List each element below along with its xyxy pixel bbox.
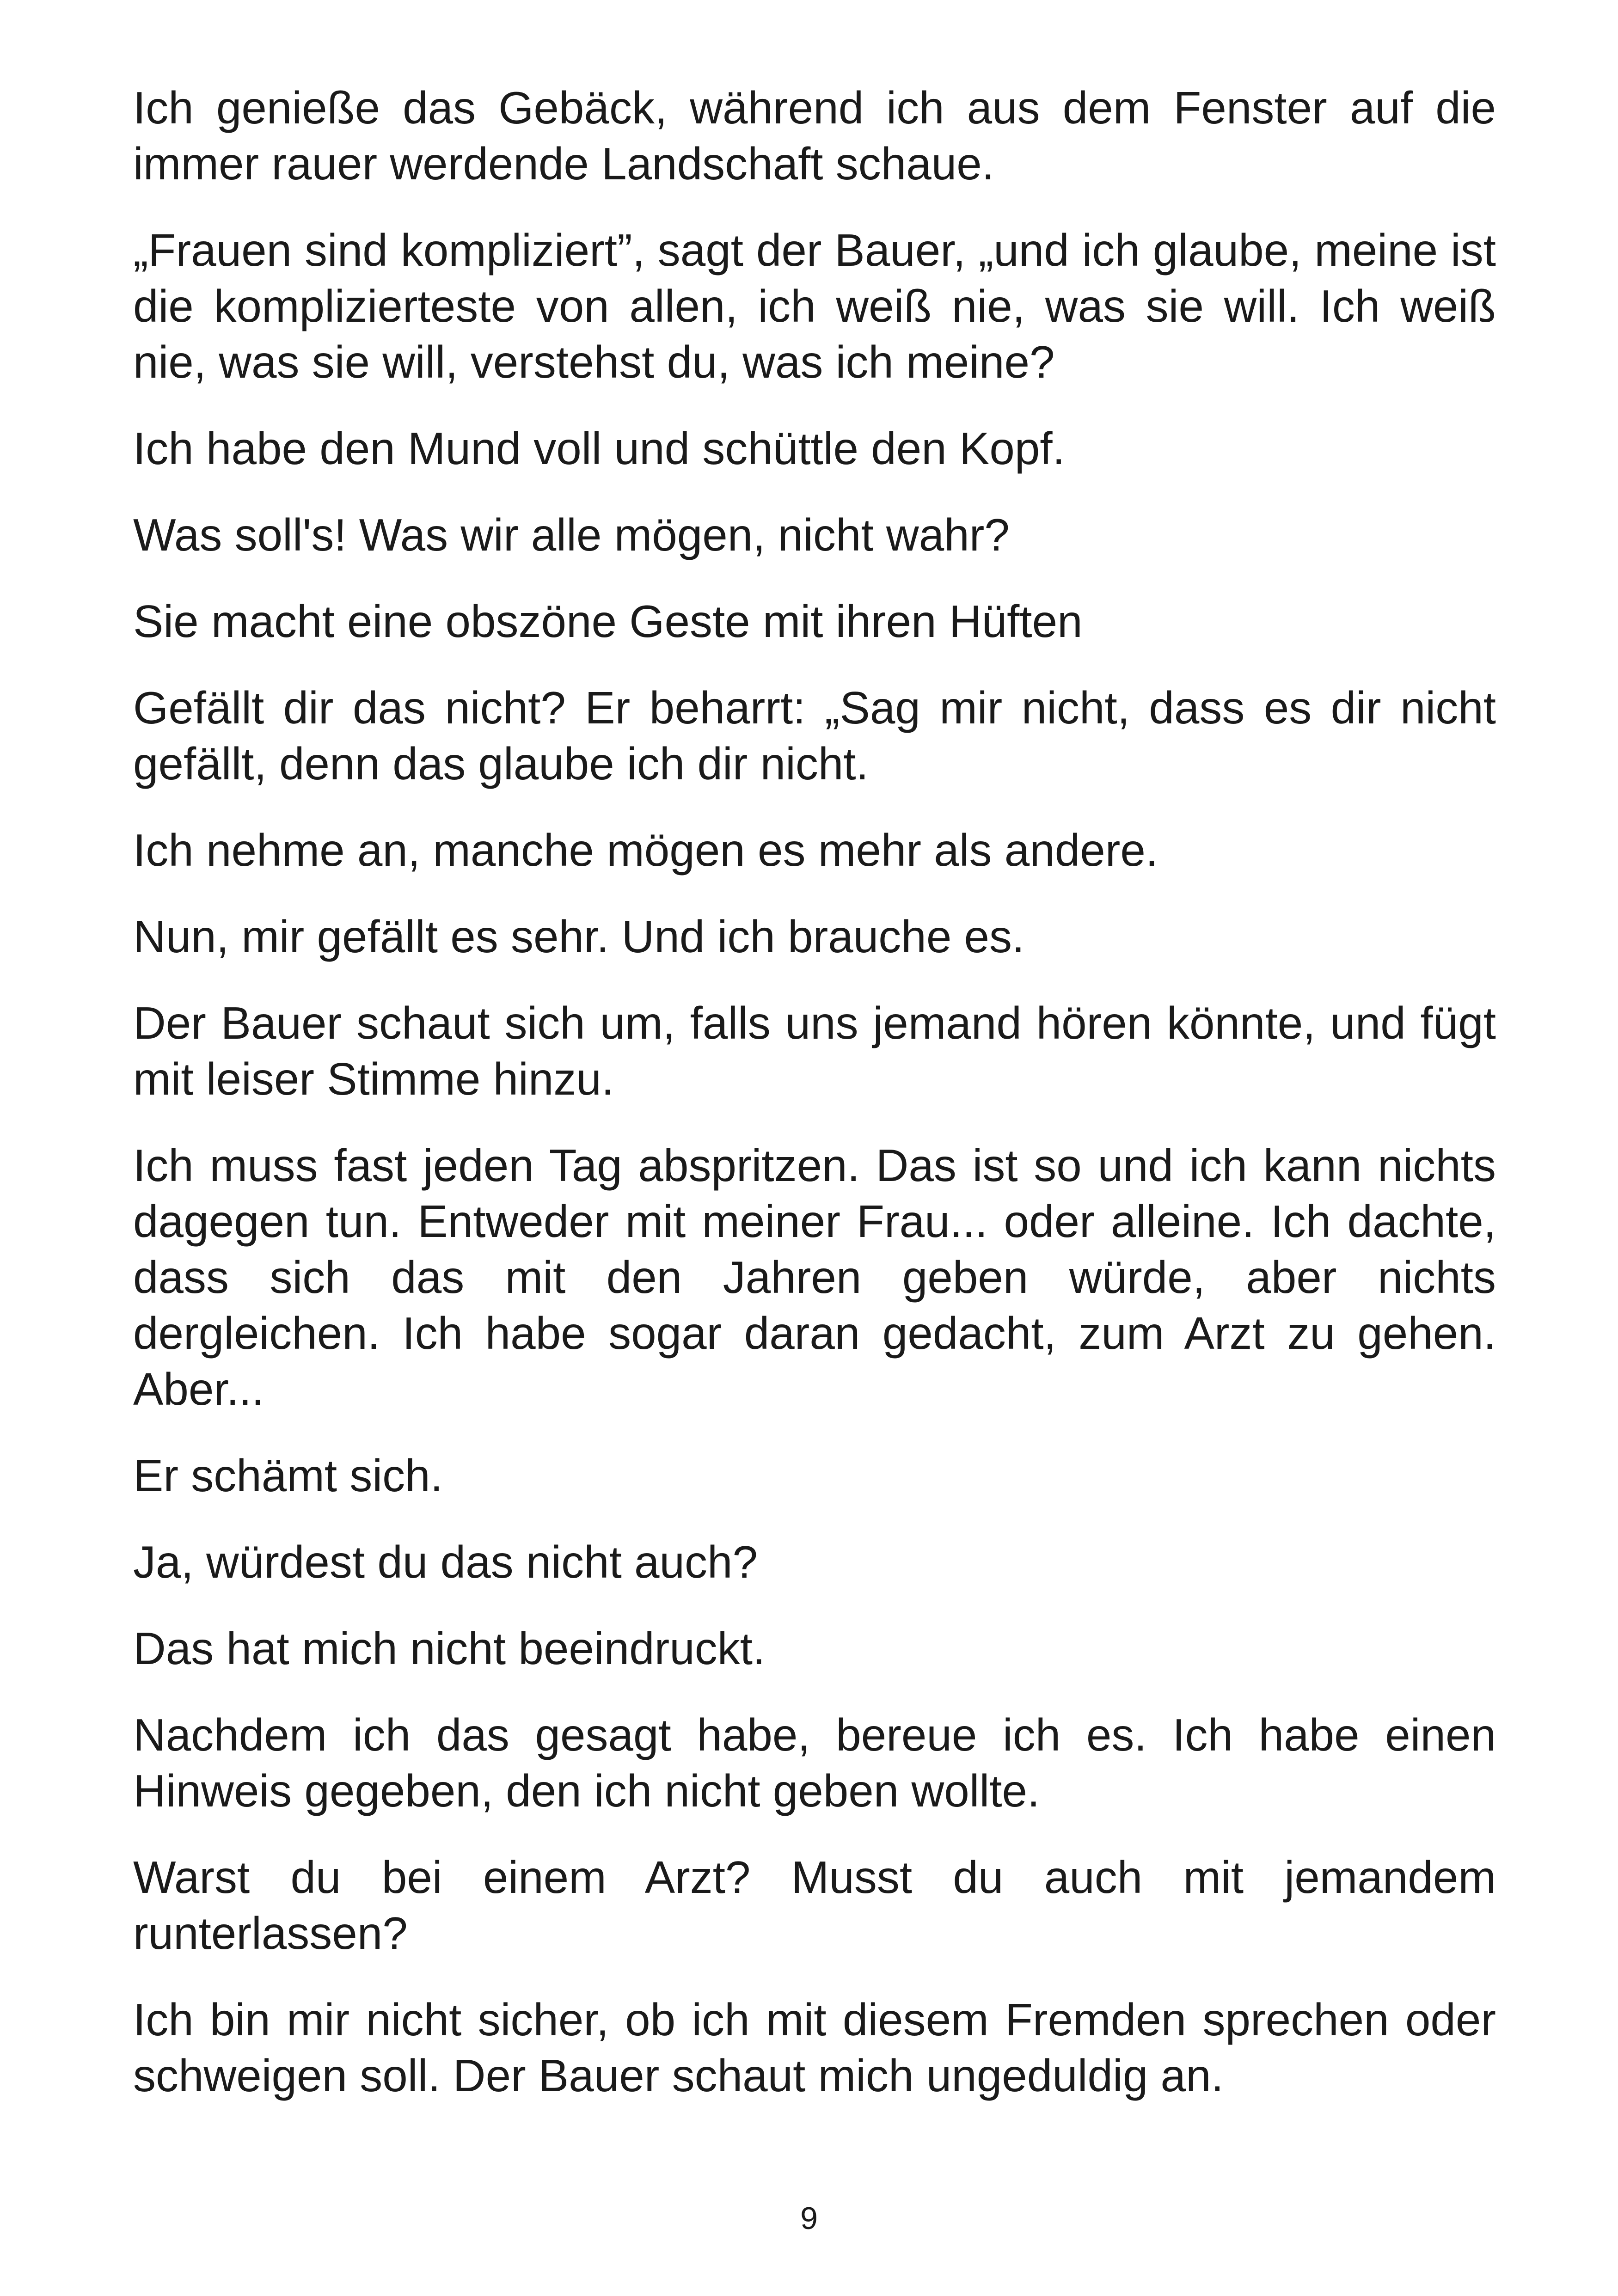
paragraph: Er schämt sich. [133,1450,443,1501]
paragraph: Was soll's! Was wir alle mögen, nicht wahr? [133,509,1010,560]
paragraph: Gefällt dir das nicht? Er beharrt: „Sag mir nicht, dass es dir nicht gefällt, denn das glaube ich dir nicht. [133,682,1496,789]
paragraph: Sie macht eine obszöne Geste mit ihren Hüften [133,596,1083,647]
paragraph: Nun, mir gefällt es sehr. Und ich brauche es. [133,911,1025,962]
paragraph: Ich habe den Mund voll und schüttle den Kopf. [133,423,1065,474]
body-text [133,80,1496,2134]
paragraph: Der Bauer schaut sich um, falls uns jemand hören könnte, und fügt mit leiser Stimme hinzu. [133,998,1496,1104]
paragraph: Nachdem ich das gesagt habe, bereue ich es. Ich habe einen Hinweis gegeben, den ich nicht geben wollte. [133,1709,1496,1816]
paragraph: Ja, würdest du das nicht auch? [133,1537,758,1587]
page-number: 9 [800,2201,818,2236]
paragraph: Ich genieße das Gebäck, während ich aus dem Fenster auf die immer rauer werdende Landschaft schaue. [133,82,1496,189]
paragraph: Warst du bei einem Arzt? Musst du auch mit jemandem runterlassen? [133,1852,1496,1959]
paragraph: „Frauen sind kompliziert”, sagt der Bauer, „und ich glaube, meine ist die komplizierteste von allen, ich weiß nie, was sie will. Ich weiß nie, was sie will, verstehst du, was ich meine? [133,225,1496,387]
paragraph: Ich bin mir nicht sicher, ob ich mit diesem Fremden sprechen oder schweigen soll. Der Bauer schaut mich ungeduldig an. [133,1994,1496,2101]
paragraph: Ich muss fast jeden Tag abspritzen. Das ist so und ich kann nichts dagegen tun. Entweder mit meiner Frau... oder alleine. Ich dachte, dass sich das mit den Jahren geben würde, aber nichts dergleichen. Ich habe sogar daran gedacht, zum Arzt zu gehen. Aber... [133,1140,1496,1414]
paragraph: Das hat mich nicht beeindruckt. [133,1623,766,1674]
paragraph: Ich nehme an, manche mögen es mehr als andere. [133,825,1158,876]
